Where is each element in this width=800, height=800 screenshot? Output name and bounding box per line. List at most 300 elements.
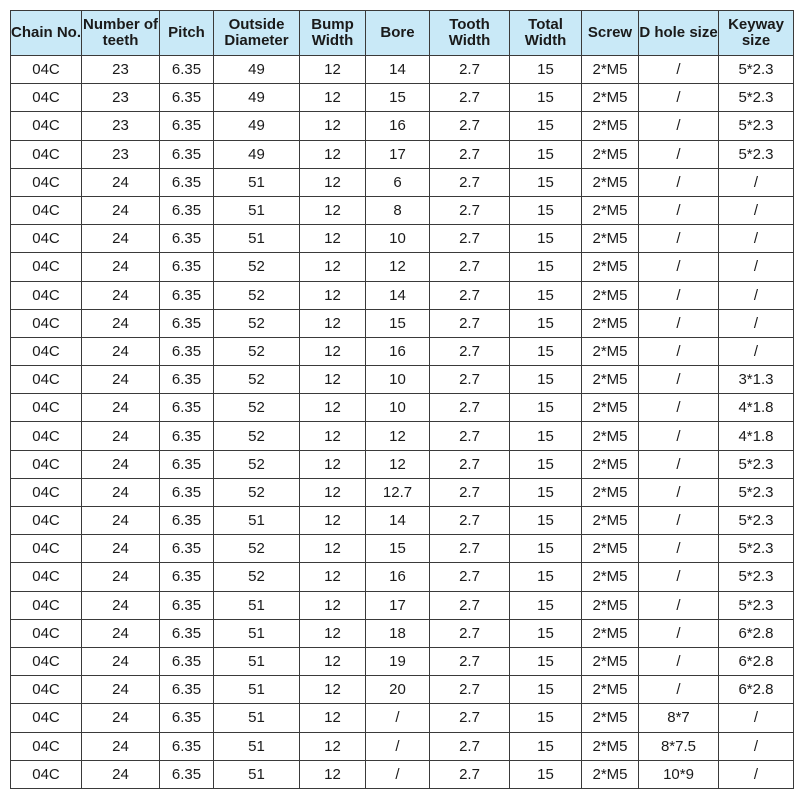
table-row bbox=[11, 140, 794, 168]
cell-outside-diameter: 51 bbox=[214, 704, 300, 732]
cell-d-hole-size: / bbox=[639, 309, 719, 337]
cell-keyway-size: 6*2.8 bbox=[719, 676, 794, 704]
cell-bump-width: 12 bbox=[300, 507, 366, 535]
cell-pitch: 6.35 bbox=[160, 196, 214, 224]
table-row bbox=[11, 168, 794, 196]
table-row bbox=[11, 281, 794, 309]
cell-bore: 16 bbox=[366, 337, 430, 365]
cell-bore: 15 bbox=[366, 84, 430, 112]
cell-bore: / bbox=[366, 704, 430, 732]
cell-chain-no: 04C bbox=[11, 281, 82, 309]
cell-tooth-width: 2.7 bbox=[430, 366, 510, 394]
cell-bore: 10 bbox=[366, 394, 430, 422]
cell-outside-diameter: 51 bbox=[214, 168, 300, 196]
cell-number-of-teeth: 23 bbox=[82, 140, 160, 168]
table-row bbox=[11, 196, 794, 224]
cell-tooth-width: 2.7 bbox=[430, 422, 510, 450]
cell-keyway-size: / bbox=[719, 225, 794, 253]
cell-outside-diameter: 49 bbox=[214, 112, 300, 140]
header-bore: Bore bbox=[366, 11, 430, 56]
cell-chain-no: 04C bbox=[11, 450, 82, 478]
table-row bbox=[11, 366, 794, 394]
cell-tooth-width: 2.7 bbox=[430, 84, 510, 112]
cell-bore: 16 bbox=[366, 112, 430, 140]
cell-total-width: 15 bbox=[510, 563, 582, 591]
cell-chain-no: 04C bbox=[11, 732, 82, 760]
cell-keyway-size: 5*2.3 bbox=[719, 112, 794, 140]
cell-d-hole-size: / bbox=[639, 478, 719, 506]
table-header bbox=[11, 11, 794, 56]
cell-screw: 2*M5 bbox=[582, 140, 639, 168]
spec-table-container bbox=[10, 10, 794, 789]
cell-pitch: 6.35 bbox=[160, 253, 214, 281]
cell-chain-no: 04C bbox=[11, 225, 82, 253]
cell-pitch: 6.35 bbox=[160, 281, 214, 309]
cell-screw: 2*M5 bbox=[582, 507, 639, 535]
cell-pitch: 6.35 bbox=[160, 507, 214, 535]
cell-total-width: 15 bbox=[510, 56, 582, 84]
cell-total-width: 15 bbox=[510, 112, 582, 140]
cell-d-hole-size: / bbox=[639, 366, 719, 394]
cell-outside-diameter: 51 bbox=[214, 732, 300, 760]
cell-tooth-width: 2.7 bbox=[430, 704, 510, 732]
cell-bump-width: 12 bbox=[300, 84, 366, 112]
cell-chain-no: 04C bbox=[11, 84, 82, 112]
cell-d-hole-size: 8*7 bbox=[639, 704, 719, 732]
cell-number-of-teeth: 24 bbox=[82, 337, 160, 365]
cell-number-of-teeth: 24 bbox=[82, 281, 160, 309]
cell-pitch: 6.35 bbox=[160, 591, 214, 619]
cell-bore: 15 bbox=[366, 535, 430, 563]
cell-number-of-teeth: 24 bbox=[82, 507, 160, 535]
cell-chain-no: 04C bbox=[11, 760, 82, 788]
header-screw: Screw bbox=[582, 11, 639, 56]
table-row bbox=[11, 450, 794, 478]
cell-screw: 2*M5 bbox=[582, 366, 639, 394]
cell-outside-diameter: 51 bbox=[214, 619, 300, 647]
table-row bbox=[11, 84, 794, 112]
cell-pitch: 6.35 bbox=[160, 676, 214, 704]
cell-outside-diameter: 52 bbox=[214, 450, 300, 478]
cell-outside-diameter: 51 bbox=[214, 647, 300, 675]
cell-total-width: 15 bbox=[510, 366, 582, 394]
cell-keyway-size: / bbox=[719, 704, 794, 732]
cell-pitch: 6.35 bbox=[160, 366, 214, 394]
header-chain-no: Chain No. bbox=[11, 11, 82, 56]
cell-outside-diameter: 49 bbox=[214, 140, 300, 168]
header-total-width: Total Width bbox=[510, 11, 582, 56]
cell-bump-width: 12 bbox=[300, 591, 366, 619]
cell-pitch: 6.35 bbox=[160, 394, 214, 422]
cell-bore: 17 bbox=[366, 591, 430, 619]
cell-pitch: 6.35 bbox=[160, 760, 214, 788]
cell-outside-diameter: 52 bbox=[214, 394, 300, 422]
header-number-of-teeth: Number of teeth bbox=[82, 11, 160, 56]
cell-bore: 18 bbox=[366, 619, 430, 647]
cell-outside-diameter: 51 bbox=[214, 760, 300, 788]
cell-keyway-size: 5*2.3 bbox=[719, 478, 794, 506]
cell-outside-diameter: 52 bbox=[214, 478, 300, 506]
cell-keyway-size: 5*2.3 bbox=[719, 84, 794, 112]
cell-total-width: 15 bbox=[510, 647, 582, 675]
cell-d-hole-size: / bbox=[639, 281, 719, 309]
cell-tooth-width: 2.7 bbox=[430, 196, 510, 224]
table-row bbox=[11, 732, 794, 760]
cell-keyway-size: / bbox=[719, 168, 794, 196]
cell-bump-width: 12 bbox=[300, 647, 366, 675]
header-d-hole-size: D hole size bbox=[639, 11, 719, 56]
cell-number-of-teeth: 24 bbox=[82, 535, 160, 563]
cell-d-hole-size: / bbox=[639, 112, 719, 140]
cell-pitch: 6.35 bbox=[160, 422, 214, 450]
cell-outside-diameter: 49 bbox=[214, 56, 300, 84]
cell-number-of-teeth: 24 bbox=[82, 225, 160, 253]
cell-pitch: 6.35 bbox=[160, 337, 214, 365]
cell-outside-diameter: 52 bbox=[214, 309, 300, 337]
cell-total-width: 15 bbox=[510, 225, 582, 253]
cell-keyway-size: / bbox=[719, 337, 794, 365]
header-tooth-width: Tooth Width bbox=[430, 11, 510, 56]
cell-outside-diameter: 52 bbox=[214, 281, 300, 309]
cell-pitch: 6.35 bbox=[160, 225, 214, 253]
cell-bump-width: 12 bbox=[300, 760, 366, 788]
cell-d-hole-size: / bbox=[639, 84, 719, 112]
cell-tooth-width: 2.7 bbox=[430, 337, 510, 365]
cell-pitch: 6.35 bbox=[160, 84, 214, 112]
cell-total-width: 15 bbox=[510, 422, 582, 450]
cell-screw: 2*M5 bbox=[582, 563, 639, 591]
header-keyway-size: Keyway size bbox=[719, 11, 794, 56]
cell-keyway-size: 5*2.3 bbox=[719, 563, 794, 591]
cell-bore: 12 bbox=[366, 253, 430, 281]
cell-outside-diameter: 51 bbox=[214, 196, 300, 224]
cell-pitch: 6.35 bbox=[160, 450, 214, 478]
cell-screw: 2*M5 bbox=[582, 84, 639, 112]
cell-keyway-size: / bbox=[719, 196, 794, 224]
cell-screw: 2*M5 bbox=[582, 760, 639, 788]
cell-chain-no: 04C bbox=[11, 591, 82, 619]
cell-total-width: 15 bbox=[510, 535, 582, 563]
cell-total-width: 15 bbox=[510, 704, 582, 732]
cell-number-of-teeth: 24 bbox=[82, 309, 160, 337]
cell-d-hole-size: / bbox=[639, 422, 719, 450]
cell-number-of-teeth: 24 bbox=[82, 253, 160, 281]
cell-keyway-size: / bbox=[719, 732, 794, 760]
cell-total-width: 15 bbox=[510, 140, 582, 168]
table-row bbox=[11, 704, 794, 732]
cell-bore: 16 bbox=[366, 563, 430, 591]
cell-chain-no: 04C bbox=[11, 309, 82, 337]
cell-number-of-teeth: 23 bbox=[82, 112, 160, 140]
cell-chain-no: 04C bbox=[11, 704, 82, 732]
cell-bump-width: 12 bbox=[300, 676, 366, 704]
cell-number-of-teeth: 24 bbox=[82, 422, 160, 450]
cell-chain-no: 04C bbox=[11, 478, 82, 506]
cell-pitch: 6.35 bbox=[160, 619, 214, 647]
cell-bore: 17 bbox=[366, 140, 430, 168]
cell-tooth-width: 2.7 bbox=[430, 647, 510, 675]
cell-tooth-width: 2.7 bbox=[430, 732, 510, 760]
cell-d-hole-size: / bbox=[639, 563, 719, 591]
cell-outside-diameter: 52 bbox=[214, 422, 300, 450]
cell-total-width: 15 bbox=[510, 281, 582, 309]
cell-outside-diameter: 52 bbox=[214, 535, 300, 563]
table-row bbox=[11, 647, 794, 675]
cell-pitch: 6.35 bbox=[160, 168, 214, 196]
cell-pitch: 6.35 bbox=[160, 140, 214, 168]
cell-bore: / bbox=[366, 732, 430, 760]
cell-outside-diameter: 52 bbox=[214, 337, 300, 365]
cell-bore: 15 bbox=[366, 309, 430, 337]
cell-screw: 2*M5 bbox=[582, 732, 639, 760]
table-row bbox=[11, 619, 794, 647]
cell-tooth-width: 2.7 bbox=[430, 112, 510, 140]
cell-screw: 2*M5 bbox=[582, 253, 639, 281]
cell-d-hole-size: / bbox=[639, 168, 719, 196]
cell-screw: 2*M5 bbox=[582, 676, 639, 704]
cell-outside-diameter: 49 bbox=[214, 84, 300, 112]
cell-outside-diameter: 52 bbox=[214, 253, 300, 281]
cell-total-width: 15 bbox=[510, 84, 582, 112]
cell-total-width: 15 bbox=[510, 732, 582, 760]
cell-bump-width: 12 bbox=[300, 422, 366, 450]
table-row bbox=[11, 337, 794, 365]
table-row bbox=[11, 478, 794, 506]
cell-bump-width: 12 bbox=[300, 704, 366, 732]
cell-screw: 2*M5 bbox=[582, 225, 639, 253]
cell-d-hole-size: / bbox=[639, 56, 719, 84]
cell-tooth-width: 2.7 bbox=[430, 450, 510, 478]
cell-screw: 2*M5 bbox=[582, 112, 639, 140]
cell-bore: 10 bbox=[366, 366, 430, 394]
cell-bump-width: 12 bbox=[300, 253, 366, 281]
cell-chain-no: 04C bbox=[11, 394, 82, 422]
cell-chain-no: 04C bbox=[11, 647, 82, 675]
cell-bore: 6 bbox=[366, 168, 430, 196]
cell-pitch: 6.35 bbox=[160, 704, 214, 732]
cell-number-of-teeth: 24 bbox=[82, 168, 160, 196]
cell-keyway-size: 5*2.3 bbox=[719, 450, 794, 478]
cell-bump-width: 12 bbox=[300, 168, 366, 196]
cell-bore: 8 bbox=[366, 196, 430, 224]
cell-screw: 2*M5 bbox=[582, 168, 639, 196]
cell-keyway-size: / bbox=[719, 253, 794, 281]
cell-bore: 12.7 bbox=[366, 478, 430, 506]
cell-screw: 2*M5 bbox=[582, 704, 639, 732]
cell-number-of-teeth: 24 bbox=[82, 394, 160, 422]
table-row bbox=[11, 56, 794, 84]
cell-bump-width: 12 bbox=[300, 366, 366, 394]
cell-d-hole-size: / bbox=[639, 140, 719, 168]
header-bump-width: Bump Width bbox=[300, 11, 366, 56]
cell-d-hole-size: / bbox=[639, 647, 719, 675]
table-row bbox=[11, 760, 794, 788]
table-row bbox=[11, 676, 794, 704]
cell-keyway-size: 6*2.8 bbox=[719, 647, 794, 675]
cell-pitch: 6.35 bbox=[160, 309, 214, 337]
cell-keyway-size: 4*1.8 bbox=[719, 394, 794, 422]
cell-chain-no: 04C bbox=[11, 196, 82, 224]
cell-d-hole-size: / bbox=[639, 196, 719, 224]
sprocket-spec-table bbox=[10, 10, 794, 789]
cell-number-of-teeth: 24 bbox=[82, 478, 160, 506]
cell-tooth-width: 2.7 bbox=[430, 563, 510, 591]
cell-number-of-teeth: 24 bbox=[82, 760, 160, 788]
cell-number-of-teeth: 23 bbox=[82, 84, 160, 112]
cell-pitch: 6.35 bbox=[160, 732, 214, 760]
cell-bore: 14 bbox=[366, 507, 430, 535]
cell-chain-no: 04C bbox=[11, 676, 82, 704]
cell-total-width: 15 bbox=[510, 394, 582, 422]
cell-d-hole-size: / bbox=[639, 450, 719, 478]
cell-number-of-teeth: 24 bbox=[82, 676, 160, 704]
cell-total-width: 15 bbox=[510, 168, 582, 196]
cell-number-of-teeth: 24 bbox=[82, 732, 160, 760]
cell-screw: 2*M5 bbox=[582, 422, 639, 450]
cell-total-width: 15 bbox=[510, 337, 582, 365]
cell-bump-width: 12 bbox=[300, 309, 366, 337]
table-row bbox=[11, 507, 794, 535]
cell-keyway-size: / bbox=[719, 281, 794, 309]
cell-screw: 2*M5 bbox=[582, 478, 639, 506]
cell-tooth-width: 2.7 bbox=[430, 535, 510, 563]
cell-bump-width: 12 bbox=[300, 112, 366, 140]
cell-bump-width: 12 bbox=[300, 281, 366, 309]
cell-chain-no: 04C bbox=[11, 619, 82, 647]
cell-screw: 2*M5 bbox=[582, 281, 639, 309]
cell-bump-width: 12 bbox=[300, 535, 366, 563]
cell-bump-width: 12 bbox=[300, 337, 366, 365]
cell-screw: 2*M5 bbox=[582, 450, 639, 478]
cell-screw: 2*M5 bbox=[582, 591, 639, 619]
cell-keyway-size: 5*2.3 bbox=[719, 591, 794, 619]
cell-total-width: 15 bbox=[510, 676, 582, 704]
cell-chain-no: 04C bbox=[11, 112, 82, 140]
cell-tooth-width: 2.7 bbox=[430, 619, 510, 647]
cell-chain-no: 04C bbox=[11, 535, 82, 563]
cell-d-hole-size: / bbox=[639, 225, 719, 253]
cell-screw: 2*M5 bbox=[582, 196, 639, 224]
header-pitch: Pitch bbox=[160, 11, 214, 56]
cell-tooth-width: 2.7 bbox=[430, 253, 510, 281]
cell-screw: 2*M5 bbox=[582, 619, 639, 647]
cell-d-hole-size: / bbox=[639, 619, 719, 647]
cell-d-hole-size: / bbox=[639, 535, 719, 563]
cell-keyway-size: 5*2.3 bbox=[719, 535, 794, 563]
cell-outside-diameter: 51 bbox=[214, 507, 300, 535]
cell-chain-no: 04C bbox=[11, 507, 82, 535]
table-body bbox=[11, 56, 794, 789]
cell-total-width: 15 bbox=[510, 760, 582, 788]
cell-total-width: 15 bbox=[510, 450, 582, 478]
cell-tooth-width: 2.7 bbox=[430, 478, 510, 506]
cell-d-hole-size: / bbox=[639, 591, 719, 619]
cell-d-hole-size: / bbox=[639, 507, 719, 535]
cell-bump-width: 12 bbox=[300, 563, 366, 591]
cell-outside-diameter: 51 bbox=[214, 676, 300, 704]
cell-bump-width: 12 bbox=[300, 478, 366, 506]
cell-total-width: 15 bbox=[510, 591, 582, 619]
table-row bbox=[11, 309, 794, 337]
table-row bbox=[11, 422, 794, 450]
cell-d-hole-size: 10*9 bbox=[639, 760, 719, 788]
cell-pitch: 6.35 bbox=[160, 647, 214, 675]
cell-d-hole-size: 8*7.5 bbox=[639, 732, 719, 760]
cell-bump-width: 12 bbox=[300, 450, 366, 478]
cell-d-hole-size: / bbox=[639, 676, 719, 704]
cell-chain-no: 04C bbox=[11, 168, 82, 196]
cell-bump-width: 12 bbox=[300, 619, 366, 647]
cell-tooth-width: 2.7 bbox=[430, 507, 510, 535]
cell-screw: 2*M5 bbox=[582, 647, 639, 675]
cell-bore: 10 bbox=[366, 225, 430, 253]
cell-total-width: 15 bbox=[510, 309, 582, 337]
cell-bore: 12 bbox=[366, 450, 430, 478]
table-row bbox=[11, 112, 794, 140]
cell-total-width: 15 bbox=[510, 478, 582, 506]
cell-number-of-teeth: 24 bbox=[82, 563, 160, 591]
table-row bbox=[11, 253, 794, 281]
cell-bore: 19 bbox=[366, 647, 430, 675]
cell-keyway-size: 5*2.3 bbox=[719, 507, 794, 535]
cell-outside-diameter: 52 bbox=[214, 366, 300, 394]
table-row bbox=[11, 225, 794, 253]
cell-bump-width: 12 bbox=[300, 140, 366, 168]
cell-keyway-size: 4*1.8 bbox=[719, 422, 794, 450]
cell-pitch: 6.35 bbox=[160, 563, 214, 591]
cell-number-of-teeth: 24 bbox=[82, 704, 160, 732]
cell-pitch: 6.35 bbox=[160, 112, 214, 140]
header-outside-diameter: Outside Diameter bbox=[214, 11, 300, 56]
cell-screw: 2*M5 bbox=[582, 535, 639, 563]
cell-tooth-width: 2.7 bbox=[430, 281, 510, 309]
cell-number-of-teeth: 23 bbox=[82, 56, 160, 84]
cell-tooth-width: 2.7 bbox=[430, 56, 510, 84]
cell-keyway-size: 3*1.3 bbox=[719, 366, 794, 394]
cell-number-of-teeth: 24 bbox=[82, 647, 160, 675]
cell-chain-no: 04C bbox=[11, 563, 82, 591]
cell-tooth-width: 2.7 bbox=[430, 591, 510, 619]
cell-chain-no: 04C bbox=[11, 366, 82, 394]
cell-number-of-teeth: 24 bbox=[82, 619, 160, 647]
cell-bore: 14 bbox=[366, 281, 430, 309]
cell-pitch: 6.35 bbox=[160, 478, 214, 506]
cell-total-width: 15 bbox=[510, 253, 582, 281]
table-row bbox=[11, 563, 794, 591]
cell-d-hole-size: / bbox=[639, 337, 719, 365]
header-row bbox=[11, 11, 794, 56]
cell-tooth-width: 2.7 bbox=[430, 168, 510, 196]
cell-screw: 2*M5 bbox=[582, 309, 639, 337]
cell-keyway-size: 5*2.3 bbox=[719, 140, 794, 168]
cell-number-of-teeth: 24 bbox=[82, 450, 160, 478]
cell-bump-width: 12 bbox=[300, 225, 366, 253]
cell-screw: 2*M5 bbox=[582, 337, 639, 365]
cell-tooth-width: 2.7 bbox=[430, 140, 510, 168]
cell-d-hole-size: / bbox=[639, 253, 719, 281]
cell-bore: 12 bbox=[366, 422, 430, 450]
cell-tooth-width: 2.7 bbox=[430, 394, 510, 422]
cell-keyway-size: / bbox=[719, 309, 794, 337]
cell-keyway-size: / bbox=[719, 760, 794, 788]
table-row bbox=[11, 591, 794, 619]
cell-tooth-width: 2.7 bbox=[430, 225, 510, 253]
cell-bump-width: 12 bbox=[300, 196, 366, 224]
cell-d-hole-size: / bbox=[639, 394, 719, 422]
cell-chain-no: 04C bbox=[11, 337, 82, 365]
cell-total-width: 15 bbox=[510, 196, 582, 224]
cell-keyway-size: 5*2.3 bbox=[719, 56, 794, 84]
